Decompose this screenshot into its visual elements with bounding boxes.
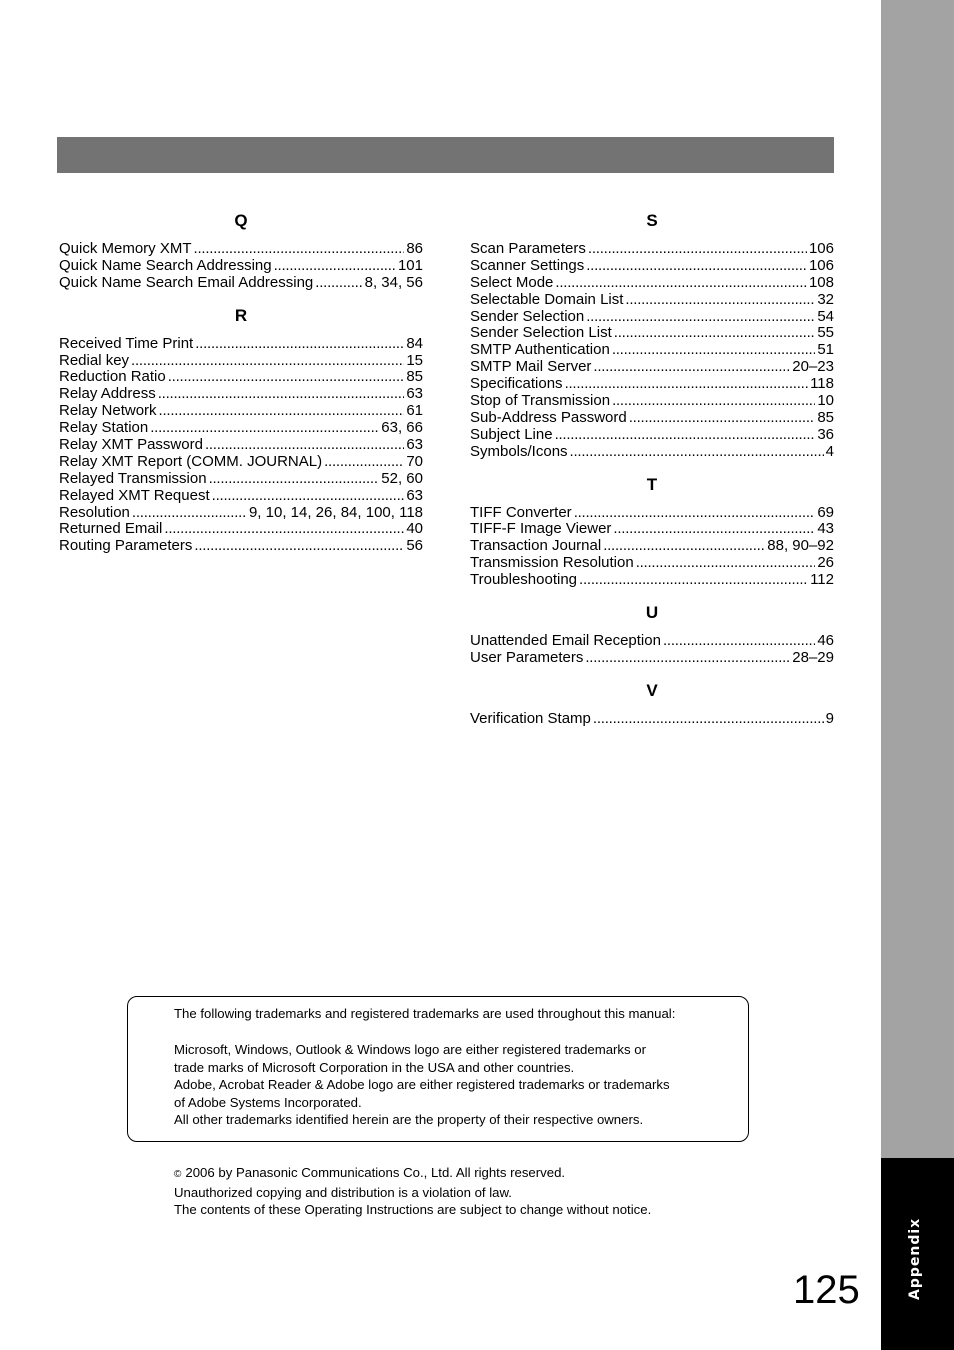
index-entry	[470, 275, 834, 292]
index-entry-term: Sub-Address Password	[470, 408, 627, 426]
dot-leader	[574, 505, 816, 522]
index-entry-pages: 20–23	[792, 358, 834, 376]
index-entry-term: Relay Station	[59, 419, 149, 437]
index-entry-term: Relay XMT Password	[59, 436, 203, 454]
dot-leader	[194, 538, 404, 555]
index-entry-pages: 8, 34, 56	[364, 273, 423, 291]
dot-leader	[614, 325, 816, 342]
dot-leader	[625, 292, 815, 309]
dot-leader	[555, 275, 807, 292]
index-entry-term: Received Time Print	[59, 334, 194, 352]
index-entry-pages: 40	[406, 520, 423, 538]
dot-leader	[195, 336, 404, 353]
index-entry-term: Returned Email	[59, 520, 163, 538]
dot-leader	[585, 650, 790, 667]
side-tab-label: Appendix	[907, 1217, 923, 1300]
index-entry-pages: 9	[825, 709, 834, 727]
index-entry-term: Sender Selection	[470, 307, 585, 325]
dot-leader	[613, 521, 815, 538]
index-entry-pages: 61	[406, 402, 423, 420]
index-entry-term: Troubleshooting	[470, 571, 578, 589]
index-entry-pages: 52, 60	[381, 469, 423, 487]
dot-leader	[612, 342, 816, 359]
index-entry-term: Relayed XMT Request	[59, 486, 210, 504]
dot-leader	[586, 258, 807, 275]
index-entry-pages: 63	[406, 486, 423, 504]
dot-leader	[579, 572, 808, 589]
index-entry	[470, 444, 834, 461]
trademark-line: Microsoft, Windows, Outlook & Windows logo are either registered trademarks or	[174, 1042, 647, 1057]
index-entry	[470, 292, 834, 309]
index-entry-term: Relay Network	[59, 402, 157, 420]
copyright-line: Unauthorized copying and distribution is a violation of law.	[174, 1184, 512, 1200]
index-entry-pages: 43	[817, 520, 834, 538]
trademark-line: Adobe, Acrobat Reader & Adobe logo are either registered trademarks or trademarks	[174, 1077, 670, 1092]
index-entry-term: Subject Line	[470, 425, 553, 443]
index-entry-term: Specifications	[470, 375, 563, 393]
index-entry-pages: 88, 90–92	[767, 537, 834, 555]
index-entry	[470, 505, 834, 522]
index-entry-term: Symbols/Icons	[470, 442, 568, 460]
index-entry-term: Selectable Domain List	[470, 290, 624, 308]
index-column-right	[470, 208, 834, 739]
index-entry-pages: 85	[817, 408, 834, 426]
index-entry	[470, 538, 834, 555]
index-entry-pages: 54	[817, 307, 834, 325]
index-entry-pages: 26	[817, 554, 834, 572]
dot-leader	[150, 420, 379, 437]
index-entry-list	[470, 633, 834, 667]
index-entry	[59, 336, 423, 353]
index-entry-term: Reduction Ratio	[59, 368, 166, 386]
copyright-line: 2006 by Panasonic Communications Co., Ltd. All rights reserved.	[185, 1165, 566, 1180]
copyright-notice	[174, 1164, 794, 1219]
index-entry-list	[59, 241, 423, 292]
dot-leader	[593, 359, 790, 376]
index-entry-term: User Parameters	[470, 648, 584, 666]
index-letter-heading: S	[646, 211, 658, 230]
index-entry	[59, 454, 423, 471]
index-entry-pages: 4	[825, 442, 834, 460]
index-entry-pages: 63	[406, 385, 423, 403]
index-entry	[59, 420, 423, 437]
index-entry-pages: 85	[406, 368, 423, 386]
index-entry-pages: 51	[817, 341, 834, 359]
dot-leader	[324, 454, 404, 471]
index-entry	[470, 376, 834, 393]
index-entry	[470, 342, 834, 359]
trademark-line: All other trademarks identified herein are the property of their respective owners.	[174, 1112, 644, 1127]
index-entry	[59, 369, 423, 386]
index-letter-heading: Q	[234, 211, 248, 230]
index-entry	[470, 325, 834, 342]
index-entry-pages: 106	[808, 240, 834, 257]
index-entry-pages: 15	[406, 351, 423, 369]
index-entry-term: Relay XMT Report (COMM. JOURNAL)	[59, 452, 323, 470]
index-entry	[59, 403, 423, 420]
index-entry	[470, 359, 834, 376]
index-entry-term: Relayed Transmission	[59, 469, 207, 487]
page-number: 125	[793, 1268, 860, 1312]
copyright-line: The contents of these Operating Instructions are subject to change without notice.	[174, 1202, 652, 1217]
index-entry-term: Redial key	[59, 351, 130, 369]
index-entry-pages: 86	[406, 240, 423, 257]
index-entry	[470, 572, 834, 589]
index-entry	[470, 633, 834, 650]
trademark-line: of Adobe Systems Incorporated.	[174, 1094, 362, 1110]
index-entry-term: Scanner Settings	[470, 256, 585, 274]
index-header-bar	[57, 137, 834, 173]
index-entry-term: Quick Name Search Email Addressing	[59, 273, 314, 291]
index-letter-heading: T	[646, 474, 658, 494]
dot-leader	[194, 241, 405, 258]
index-entry-pages: 9, 10, 14, 26, 84, 100, 118	[248, 503, 423, 521]
index-entry-pages: 36	[817, 425, 834, 443]
index-entry	[59, 538, 423, 555]
dot-leader	[158, 386, 405, 403]
index-entry-term: Transmission Resolution	[470, 554, 634, 572]
index-entry-term: Transaction Journal	[470, 537, 602, 555]
index-entry-term: Verification Stamp	[470, 709, 591, 727]
dot-leader	[570, 444, 824, 461]
dot-leader	[629, 410, 816, 427]
index-entry	[59, 353, 423, 370]
index-entry	[59, 437, 423, 454]
index-entry	[470, 393, 834, 410]
index-entry-pages: 56	[406, 537, 423, 555]
index-entry	[470, 711, 834, 728]
index-entry-term: Select Mode	[470, 273, 554, 291]
index-entry	[470, 521, 834, 538]
index-entry-pages: 63, 66	[381, 419, 423, 437]
index-entry-term: Sender Selection List	[470, 324, 612, 342]
dot-leader	[565, 376, 809, 393]
index-entry-term: Unattended Email Reception	[470, 632, 661, 650]
dot-leader	[636, 555, 816, 572]
dot-leader	[164, 521, 404, 538]
index-entry-pages: 118	[810, 375, 834, 393]
index-entry-term: SMTP Mail Server	[470, 358, 592, 376]
dot-leader	[593, 711, 824, 728]
index-entry-term: Relay Address	[59, 385, 156, 403]
dot-leader	[205, 437, 404, 454]
index-entry	[59, 241, 423, 258]
index-entry	[59, 521, 423, 538]
dot-leader	[132, 505, 247, 522]
index-entry-term: Routing Parameters	[59, 537, 193, 555]
index-entry	[470, 427, 834, 444]
dot-leader	[315, 275, 362, 292]
index-entry	[470, 410, 834, 427]
trademark-line: trade marks of Microsoft Corporation in the USA and other countries.	[174, 1059, 575, 1075]
index-letter-heading: U	[645, 603, 659, 623]
index-entry-pages: 10	[817, 392, 834, 410]
index-letter-heading: R	[234, 305, 248, 325]
dot-leader	[159, 403, 405, 420]
copyright-symbol: ©	[174, 1169, 182, 1180]
index-entry-list	[470, 505, 834, 589]
dot-leader	[168, 369, 405, 386]
index-letter-heading: V	[646, 680, 658, 700]
index-entry-pages: 108	[808, 273, 834, 291]
index-entry-pages: 69	[817, 503, 834, 521]
index-entry-pages: 32	[817, 290, 834, 308]
index-entry-term: TIFF Converter	[470, 503, 572, 521]
index-entry-pages: 63	[406, 436, 423, 454]
index-entry	[470, 241, 834, 258]
index-entry-term: Resolution	[59, 503, 130, 521]
dot-leader	[603, 538, 765, 555]
dot-leader	[212, 488, 405, 505]
index-entry	[470, 650, 834, 667]
index-entry	[470, 555, 834, 572]
index-entry-term: Quick Memory XMT	[59, 240, 192, 257]
index-entry-term: Quick Name Search Addressing	[59, 256, 272, 274]
index-entry-pages: 84	[406, 334, 423, 352]
index-entry	[59, 505, 423, 522]
index-entry-term: Stop of Transmission	[470, 392, 611, 410]
dot-leader	[612, 393, 815, 410]
index-entry	[470, 258, 834, 275]
dot-leader	[555, 427, 816, 444]
dot-leader	[274, 258, 396, 275]
index-entry-list	[470, 241, 834, 461]
index-entry	[59, 386, 423, 403]
side-tab	[881, 0, 954, 1158]
index-entry	[59, 258, 423, 275]
index-entry	[470, 309, 834, 326]
index-entry-list	[59, 336, 423, 556]
index-entry	[59, 275, 423, 292]
index-entry-pages: 101	[397, 256, 423, 274]
index-entry	[59, 488, 423, 505]
dot-leader	[586, 309, 815, 326]
dot-leader	[588, 241, 807, 258]
trademark-notice	[174, 1005, 734, 1129]
trademark-intro: The following trademarks and registered trademarks are used throughout this manual:	[174, 1006, 676, 1021]
index-entry-list	[470, 711, 834, 728]
index-entry-pages: 46	[817, 632, 834, 650]
index-column-left	[59, 208, 423, 566]
dot-leader	[663, 633, 815, 650]
index-entry-pages: 55	[817, 324, 834, 342]
dot-leader	[209, 471, 380, 488]
index-entry-pages: 70	[406, 452, 423, 470]
index-entry-term: Scan Parameters	[470, 240, 586, 257]
index-entry	[59, 471, 423, 488]
index-entry-pages: 28–29	[792, 648, 834, 666]
index-entry-term: TIFF-F Image Viewer	[470, 520, 612, 538]
index-entry-pages: 112	[810, 571, 834, 589]
dot-leader	[131, 353, 404, 370]
index-entry-pages: 106	[808, 256, 834, 274]
index-entry-term: SMTP Authentication	[470, 341, 610, 359]
